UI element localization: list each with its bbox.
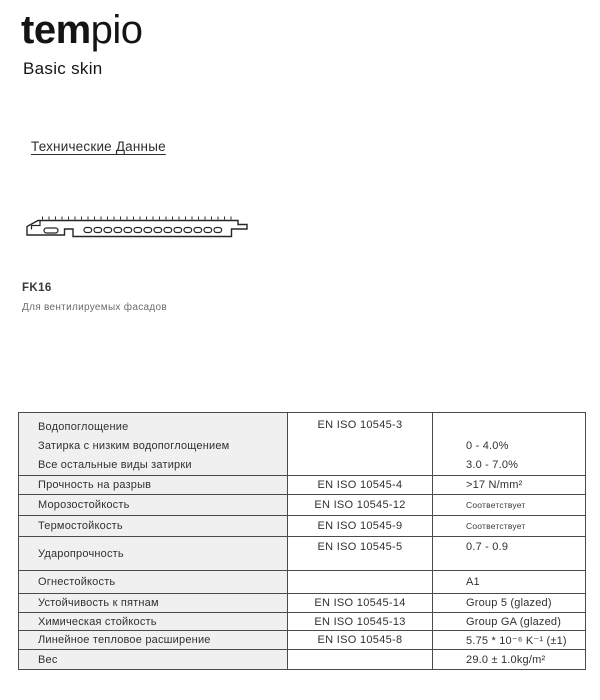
value-cell [433, 631, 586, 650]
chamber-oval [94, 228, 102, 233]
chamber-oval [104, 228, 112, 233]
table-row [19, 594, 586, 613]
value-cell [433, 495, 586, 516]
property-label: Устойчивость к пятнам [38, 597, 159, 609]
chamber-oval [154, 228, 162, 233]
property-cell [19, 537, 288, 571]
table-row [19, 476, 586, 495]
value-text: 29.0 ± 1.0kg/m² [466, 653, 546, 666]
table-row [19, 571, 586, 594]
value-text: A1 [466, 576, 480, 588]
standard-cell: EN ISO 10545-12 [288, 495, 433, 516]
property-cell [19, 495, 288, 516]
profile-description: Для вентилируемых фасадов [22, 302, 167, 313]
panel-profile-drawing [0, 210, 260, 246]
chamber-oval [144, 228, 152, 233]
chamber-oval [134, 228, 142, 233]
value-cell [433, 413, 586, 476]
property-label: Термостойкость [38, 520, 123, 532]
logo-text-light: pio [90, 8, 143, 52]
property-cell [19, 631, 288, 650]
property-label: Прочность на разрыв [38, 479, 152, 491]
property-label: Морозостойкость [38, 499, 130, 511]
standard-cell [288, 571, 433, 594]
property-label: Затирка с низким водопоглощением [38, 440, 230, 452]
property-label: Водопоглощение [38, 421, 129, 433]
property-cell [19, 613, 288, 631]
chamber-oval [204, 228, 212, 233]
technical-data-table [18, 412, 586, 670]
value-text: 0 - 4.0% [466, 440, 509, 452]
table-row [19, 516, 586, 537]
chamber-oval [164, 228, 172, 233]
value-cell [433, 594, 586, 613]
value-cell [433, 650, 586, 670]
value-text: Group GA (glazed) [466, 615, 562, 628]
hollow-chambers [84, 228, 222, 233]
standard-cell: EN ISO 10545-3 [288, 413, 433, 476]
property-cell [19, 476, 288, 495]
chamber-oval [114, 228, 122, 233]
table-row [19, 495, 586, 516]
chamber-oval [84, 228, 92, 233]
value-cell [433, 571, 586, 594]
standard-cell: EN ISO 10545-4 [288, 476, 433, 495]
property-cell [19, 516, 288, 537]
logo-text-bold: tem [21, 8, 91, 52]
value-text: 5.75 * 10⁻⁶ K⁻¹ (±1) [466, 634, 567, 647]
value-cell [433, 537, 586, 571]
chamber-oval [214, 228, 222, 233]
value-cell [433, 516, 586, 537]
property-cell [19, 650, 288, 670]
value-cell [433, 476, 586, 495]
standard-cell: EN ISO 10545-9 [288, 516, 433, 537]
standard-cell: EN ISO 10545-14 [288, 594, 433, 613]
chamber-oval [184, 228, 192, 233]
property-label: Ударопрочность [38, 547, 124, 560]
property-label: Линейное тепловое расширение [38, 634, 211, 646]
brand-logo [21, 8, 143, 52]
value-text: Group 5 (glazed) [466, 597, 552, 609]
property-label: Химическая стойкость [38, 615, 157, 628]
property-label: Вес [38, 653, 58, 666]
table-row [19, 613, 586, 631]
property-cell [19, 594, 288, 613]
property-cell [19, 413, 288, 476]
value-text: 3.0 - 7.0% [466, 459, 519, 471]
value-text: Соответствует [466, 521, 526, 531]
tongue-chamber [44, 228, 58, 233]
property-label: Все остальные виды затирки [38, 459, 192, 471]
value-text: >17 N/mm² [466, 479, 523, 491]
property-label: Огнестойкость [38, 576, 116, 588]
standard-cell: EN ISO 10545-13 [288, 613, 433, 631]
property-cell [19, 571, 288, 594]
value-text [466, 418, 585, 437]
profile-code: FK16 [22, 282, 52, 294]
table-row [19, 413, 586, 476]
chamber-oval [194, 228, 202, 233]
section-heading: Технические Данные [31, 139, 166, 154]
table-row [19, 631, 586, 650]
standard-cell: EN ISO 10545-8 [288, 631, 433, 650]
standard-cell: EN ISO 10545-5 [288, 537, 433, 571]
chamber-oval [174, 228, 182, 233]
product-name: Basic skin [23, 59, 103, 78]
value-text: 0.7 - 0.9 [466, 541, 509, 553]
value-cell [433, 613, 586, 631]
table-row [19, 537, 586, 571]
value-text: Соответствует [466, 500, 526, 510]
table-row [19, 650, 586, 670]
standard-cell [288, 650, 433, 670]
chamber-oval [124, 228, 132, 233]
